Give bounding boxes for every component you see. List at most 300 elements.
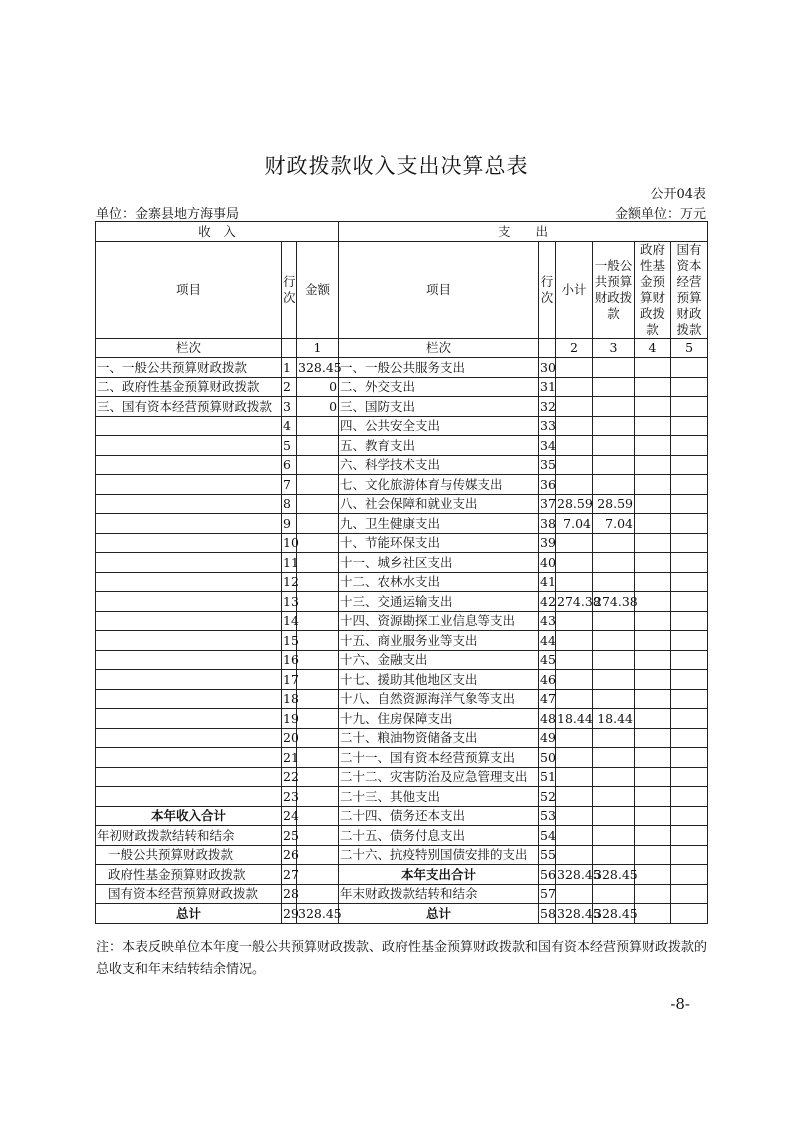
subtotal-cell — [556, 416, 593, 436]
table-row — [96, 397, 708, 417]
subtotal-cell — [556, 533, 593, 553]
income-line-cell: 20 — [282, 728, 297, 748]
expense-line-cell: 35 — [539, 455, 556, 475]
expense-line-cell: 41 — [539, 572, 556, 592]
income-amount-cell — [297, 767, 339, 787]
table-row — [96, 748, 708, 768]
income-line-cell: 6 — [282, 455, 297, 475]
expense-line-cell: 52 — [539, 787, 556, 807]
income-amount-cell — [297, 709, 339, 729]
subtotal-cell — [556, 377, 593, 397]
fund-budget-cell — [635, 748, 671, 768]
state-capital-cell — [671, 572, 708, 592]
table-row — [96, 475, 708, 495]
income-item-cell — [96, 533, 282, 553]
subtotal-cell — [556, 748, 593, 768]
general-budget-cell — [593, 884, 635, 904]
fund-budget-cell — [635, 475, 671, 495]
subtotal-cell — [556, 358, 593, 378]
subtotal-cell — [556, 670, 593, 690]
fund-budget-cell — [635, 358, 671, 378]
expense-item-cell: 十一、城乡社区支出 — [339, 553, 539, 573]
expense-item-cell: 年末财政拨款结转和结余 — [339, 884, 539, 904]
expense-line-cell: 38 — [539, 514, 556, 534]
column-label: 栏次 — [339, 338, 539, 358]
general-budget-cell — [593, 533, 635, 553]
income-line-cell: 29 — [282, 904, 297, 924]
expense-item-cell: 十九、住房保障支出 — [339, 709, 539, 729]
expense-item-cell: 八、社会保障和就业支出 — [339, 494, 539, 514]
subtotal-cell — [556, 397, 593, 417]
expense-line-cell: 34 — [539, 436, 556, 456]
expense-line-cell: 46 — [539, 670, 556, 690]
income-amount-cell — [297, 670, 339, 690]
column-label: 栏次 — [96, 338, 282, 358]
expense-item-cell: 十三、交通运输支出 — [339, 592, 539, 612]
general-budget-cell: 7.04 — [593, 514, 635, 534]
income-line-cell: 11 — [282, 553, 297, 573]
table-row — [96, 689, 708, 709]
subtotal-cell — [556, 845, 593, 865]
expense-line-cell: 49 — [539, 728, 556, 748]
expense-line-cell: 51 — [539, 767, 556, 787]
fund-budget-cell — [635, 670, 671, 690]
income-item-cell — [96, 631, 282, 651]
general-budget-cell: 328.45 — [593, 904, 635, 924]
unit-label: 单位：金寨县地方海事局 — [96, 207, 240, 222]
expense-item-cell: 本年支出合计 — [339, 865, 539, 885]
general-budget-cell — [593, 475, 635, 495]
income-line-cell: 22 — [282, 767, 297, 787]
expense-line-cell: 45 — [539, 650, 556, 670]
group-header-row — [96, 222, 708, 242]
table-row — [96, 514, 708, 534]
column-number: 4 — [635, 338, 671, 358]
general-budget-cell — [593, 806, 635, 826]
state-capital-header: 国有资本经营预算财政拨款 — [671, 241, 708, 338]
general-budget-cell: 28.59 — [593, 494, 635, 514]
general-budget-cell — [593, 397, 635, 417]
subtotal-cell — [556, 767, 593, 787]
subtotal-cell — [556, 689, 593, 709]
income-line-cell: 9 — [282, 514, 297, 534]
income-item-cell — [96, 709, 282, 729]
income-item-cell — [96, 514, 282, 534]
table-row — [96, 436, 708, 456]
income-amount-cell — [297, 826, 339, 846]
expense-item-cell: 三、国防支出 — [339, 397, 539, 417]
table-row — [96, 553, 708, 573]
expense-line-cell: 30 — [539, 358, 556, 378]
general-budget-cell — [593, 826, 635, 846]
income-item-cell — [96, 728, 282, 748]
income-amount-cell — [297, 650, 339, 670]
expense-line-cell: 43 — [539, 611, 556, 631]
expense-line-cell: 50 — [539, 748, 556, 768]
subtotal-cell — [556, 650, 593, 670]
fund-budget-cell — [635, 611, 671, 631]
income-line-cell: 2 — [282, 377, 297, 397]
general-budget-cell — [593, 358, 635, 378]
income-line-cell: 7 — [282, 475, 297, 495]
fund-budget-cell — [635, 884, 671, 904]
fund-budget-cell — [635, 650, 671, 670]
expense-item-cell: 九、卫生健康支出 — [339, 514, 539, 534]
subtotal-cell: 328.45 — [556, 904, 593, 924]
table-row — [96, 826, 708, 846]
expense-line-cell: 42 — [539, 592, 556, 612]
expense-line-cell: 48 — [539, 709, 556, 729]
subtotal-cell — [556, 553, 593, 573]
general-budget-cell — [593, 748, 635, 768]
subtotal-cell — [556, 631, 593, 651]
expense-item-cell: 十八、自然资源海洋气象等支出 — [339, 689, 539, 709]
state-capital-cell — [671, 806, 708, 826]
table-row — [96, 709, 708, 729]
income-amount-cell — [297, 533, 339, 553]
column-number-row — [96, 338, 708, 358]
expense-line-cell: 36 — [539, 475, 556, 495]
income-amount-cell — [297, 787, 339, 807]
page-title: 财政拨款收入支出决算总表 — [264, 154, 529, 178]
income-item-cell — [96, 748, 282, 768]
fund-budget-cell — [635, 397, 671, 417]
subtotal-cell: 274.38 — [556, 592, 593, 612]
fund-budget-cell — [635, 865, 671, 885]
fund-budget-cell — [635, 592, 671, 612]
state-capital-cell — [671, 767, 708, 787]
income-amount-cell — [297, 475, 339, 495]
income-amount-cell — [297, 436, 339, 456]
income-line-cell: 19 — [282, 709, 297, 729]
expense-line-cell: 44 — [539, 631, 556, 651]
state-capital-cell — [671, 787, 708, 807]
table-row — [96, 494, 708, 514]
state-capital-cell — [671, 358, 708, 378]
income-item-cell — [96, 650, 282, 670]
expense-line-cell: 33 — [539, 416, 556, 436]
subtotal-cell — [556, 826, 593, 846]
general-budget-cell — [593, 787, 635, 807]
expense-line-cell: 37 — [539, 494, 556, 514]
income-item-cell — [96, 670, 282, 690]
subtotal-cell — [556, 728, 593, 748]
general-budget-cell — [593, 436, 635, 456]
general-budget-cell — [593, 670, 635, 690]
income-amount-cell — [297, 514, 339, 534]
income-amount-cell: 0 — [297, 397, 339, 417]
subtotal-cell: 7.04 — [556, 514, 593, 534]
subtotal-cell — [556, 611, 593, 631]
income-amount-cell: 328.45 — [297, 358, 339, 378]
income-amount-cell — [297, 631, 339, 651]
income-line-cell: 13 — [282, 592, 297, 612]
income-amount-cell — [297, 748, 339, 768]
income-item-cell: 年初财政拨款结转和结余 — [96, 826, 282, 846]
fund-budget-cell — [635, 377, 671, 397]
fund-budget-cell — [635, 728, 671, 748]
income-line-cell: 14 — [282, 611, 297, 631]
state-capital-cell — [671, 670, 708, 690]
table-row — [96, 806, 708, 826]
expense-item-header: 项目 — [339, 241, 539, 338]
income-item-cell — [96, 767, 282, 787]
expense-item-cell: 十五、商业服务业等支出 — [339, 631, 539, 651]
table-row — [96, 884, 708, 904]
income-item-cell — [96, 572, 282, 592]
state-capital-cell — [671, 904, 708, 924]
subtotal-cell — [556, 455, 593, 475]
table-row — [96, 572, 708, 592]
income-line-cell: 12 — [282, 572, 297, 592]
general-budget-cell — [593, 611, 635, 631]
income-item-cell — [96, 475, 282, 495]
expense-line-cell: 40 — [539, 553, 556, 573]
income-item-cell: 本年收入合计 — [96, 806, 282, 826]
fund-budget-cell — [635, 845, 671, 865]
expense-line-cell: 58 — [539, 904, 556, 924]
income-amount-cell — [297, 689, 339, 709]
expense-item-cell: 十七、援助其他地区支出 — [339, 670, 539, 690]
table-row — [96, 358, 708, 378]
fund-budget-cell — [635, 806, 671, 826]
income-amount-cell — [297, 884, 339, 904]
state-capital-cell — [671, 553, 708, 573]
column-number: 2 — [556, 338, 593, 358]
income-amount-cell — [297, 416, 339, 436]
expense-line-cell: 31 — [539, 377, 556, 397]
state-capital-cell — [671, 884, 708, 904]
fund-budget-cell — [635, 709, 671, 729]
income-line-cell: 27 — [282, 865, 297, 885]
income-item-cell — [96, 494, 282, 514]
general-budget-cell — [593, 377, 635, 397]
state-capital-cell — [671, 397, 708, 417]
income-amount-header: 金额 — [297, 241, 339, 338]
income-line-cell: 4 — [282, 416, 297, 436]
income-line-cell: 17 — [282, 670, 297, 690]
fund-budget-cell — [635, 494, 671, 514]
state-capital-cell — [671, 514, 708, 534]
footnote: 注：本表反映单位本年度一般公共预算财政拨款、政府性基金预算财政拨款和国有资本经营预算财政拨款的总收支和年末结转结余情况。 — [96, 940, 708, 977]
income-item-cell — [96, 416, 282, 436]
table-row — [96, 611, 708, 631]
table-row — [96, 904, 708, 924]
table-row — [96, 377, 708, 397]
subtotal-cell: 328.45 — [556, 865, 593, 885]
income-amount-cell — [297, 592, 339, 612]
subtotal-cell — [556, 806, 593, 826]
expense-item-cell: 五、教育支出 — [339, 436, 539, 456]
fund-budget-cell — [635, 416, 671, 436]
empty-cell — [539, 338, 556, 358]
expense-item-cell: 二十、粮油物资储备支出 — [339, 728, 539, 748]
state-capital-cell — [671, 728, 708, 748]
state-capital-cell — [671, 611, 708, 631]
income-item-cell: 三、国有资本经营预算财政拨款 — [96, 397, 282, 417]
expense-item-cell: 二十五、债务付息支出 — [339, 826, 539, 846]
expense-item-cell: 四、公共安全支出 — [339, 416, 539, 436]
income-item-cell — [96, 689, 282, 709]
expense-item-cell: 二、外交支出 — [339, 377, 539, 397]
income-line-header: 行次 — [282, 241, 297, 338]
fund-budget-cell — [635, 514, 671, 534]
general-budget-header: 一般公共预算财政拨款 — [593, 241, 635, 338]
general-budget-cell — [593, 553, 635, 573]
income-item-cell: 二、政府性基金预算财政拨款 — [96, 377, 282, 397]
expense-line-cell: 32 — [539, 397, 556, 417]
income-amount-cell: 0 — [297, 377, 339, 397]
income-line-cell: 28 — [282, 884, 297, 904]
table-row — [96, 670, 708, 690]
table-row — [96, 455, 708, 475]
state-capital-cell — [671, 865, 708, 885]
state-capital-cell — [671, 689, 708, 709]
table-row — [96, 533, 708, 553]
state-capital-cell — [671, 494, 708, 514]
general-budget-cell — [593, 689, 635, 709]
income-line-cell: 25 — [282, 826, 297, 846]
income-line-cell: 24 — [282, 806, 297, 826]
state-capital-cell — [671, 416, 708, 436]
general-budget-cell: 18.44 — [593, 709, 635, 729]
income-item-cell — [96, 592, 282, 612]
general-budget-cell — [593, 631, 635, 651]
income-item-cell: 国有资本经营预算财政拨款 — [96, 884, 282, 904]
expense-item-cell: 七、文化旅游体育与传媒支出 — [339, 475, 539, 495]
income-line-cell: 3 — [282, 397, 297, 417]
fund-budget-cell — [635, 767, 671, 787]
page-number: -8- — [670, 995, 690, 1013]
fund-budget-cell — [635, 572, 671, 592]
subtotal-cell: 18.44 — [556, 709, 593, 729]
income-amount-cell — [297, 865, 339, 885]
state-capital-cell — [671, 436, 708, 456]
state-capital-cell — [671, 475, 708, 495]
subtotal-cell — [556, 787, 593, 807]
fund-budget-cell — [635, 553, 671, 573]
state-capital-cell — [671, 455, 708, 475]
fund-budget-cell — [635, 436, 671, 456]
general-budget-cell: 274.38 — [593, 592, 635, 612]
state-capital-cell — [671, 748, 708, 768]
fund-budget-header: 政府性基金预算财政拨款 — [635, 241, 671, 338]
table-row — [96, 631, 708, 651]
income-item-cell — [96, 436, 282, 456]
general-budget-cell: 328.45 — [593, 865, 635, 885]
fund-budget-cell — [635, 533, 671, 553]
income-amount-cell — [297, 728, 339, 748]
state-capital-cell — [671, 845, 708, 865]
subtotal-cell — [556, 572, 593, 592]
state-capital-cell — [671, 631, 708, 651]
income-item-cell — [96, 787, 282, 807]
table-row — [96, 650, 708, 670]
income-line-cell: 15 — [282, 631, 297, 651]
income-line-cell: 10 — [282, 533, 297, 553]
subtotal-cell: 28.59 — [556, 494, 593, 514]
income-item-cell — [96, 455, 282, 475]
income-amount-cell — [297, 845, 339, 865]
state-capital-cell — [671, 377, 708, 397]
income-line-cell: 18 — [282, 689, 297, 709]
general-budget-cell — [593, 650, 635, 670]
budget-table — [95, 221, 708, 924]
income-item-cell: 一般公共预算财政拨款 — [96, 845, 282, 865]
column-header-row — [96, 241, 708, 338]
income-amount-cell — [297, 806, 339, 826]
expense-item-cell: 二十二、灾害防治及应急管理支出 — [339, 767, 539, 787]
expense-header: 支 出 — [339, 222, 708, 242]
fund-budget-cell — [635, 631, 671, 651]
expense-item-cell: 一、一般公共服务支出 — [339, 358, 539, 378]
income-amount-cell — [297, 572, 339, 592]
income-item-cell: 政府性基金预算财政拨款 — [96, 865, 282, 885]
income-line-cell: 23 — [282, 787, 297, 807]
table-row — [96, 865, 708, 885]
expense-line-cell: 47 — [539, 689, 556, 709]
expense-item-cell: 十、节能环保支出 — [339, 533, 539, 553]
expense-line-cell: 55 — [539, 845, 556, 865]
income-amount-cell — [297, 611, 339, 631]
income-item-cell — [96, 553, 282, 573]
fund-budget-cell — [635, 826, 671, 846]
expense-item-cell: 二十三、其他支出 — [339, 787, 539, 807]
income-line-cell: 21 — [282, 748, 297, 768]
income-amount-cell — [297, 455, 339, 475]
income-line-cell: 26 — [282, 845, 297, 865]
table-row — [96, 787, 708, 807]
state-capital-cell — [671, 709, 708, 729]
subtotal-cell — [556, 436, 593, 456]
empty-cell — [282, 338, 297, 358]
income-amount-cell — [297, 553, 339, 573]
expense-item-cell: 十六、金融支出 — [339, 650, 539, 670]
subtotal-header: 小计 — [556, 241, 593, 338]
column-number: 5 — [671, 338, 708, 358]
column-number: 3 — [593, 338, 635, 358]
general-budget-cell — [593, 416, 635, 436]
table-row — [96, 416, 708, 436]
table-row — [96, 845, 708, 865]
income-line-cell: 16 — [282, 650, 297, 670]
income-line-cell: 8 — [282, 494, 297, 514]
expense-line-cell: 56 — [539, 865, 556, 885]
table-code: 公开04表 — [650, 187, 706, 202]
income-header: 收 入 — [96, 222, 339, 242]
general-budget-cell — [593, 728, 635, 748]
income-item-cell: 一、一般公共预算财政拨款 — [96, 358, 282, 378]
column-number: 1 — [297, 338, 339, 358]
general-budget-cell — [593, 845, 635, 865]
expense-item-cell: 总计 — [339, 904, 539, 924]
expense-line-cell: 53 — [539, 806, 556, 826]
expense-item-cell: 二十六、抗疫特别国债安排的支出 — [339, 845, 539, 865]
expense-line-cell: 57 — [539, 884, 556, 904]
fund-budget-cell — [635, 787, 671, 807]
expense-line-cell: 39 — [539, 533, 556, 553]
income-item-cell — [96, 611, 282, 631]
expense-item-cell: 六、科学技术支出 — [339, 455, 539, 475]
state-capital-cell — [671, 592, 708, 612]
fund-budget-cell — [635, 455, 671, 475]
income-amount-cell: 328.45 — [297, 904, 339, 924]
expense-line-header: 行次 — [539, 241, 556, 338]
fund-budget-cell — [635, 689, 671, 709]
income-amount-cell — [297, 494, 339, 514]
expense-item-cell: 十四、资源勘探工业信息等支出 — [339, 611, 539, 631]
expense-item-cell: 二十一、国有资本经营预算支出 — [339, 748, 539, 768]
